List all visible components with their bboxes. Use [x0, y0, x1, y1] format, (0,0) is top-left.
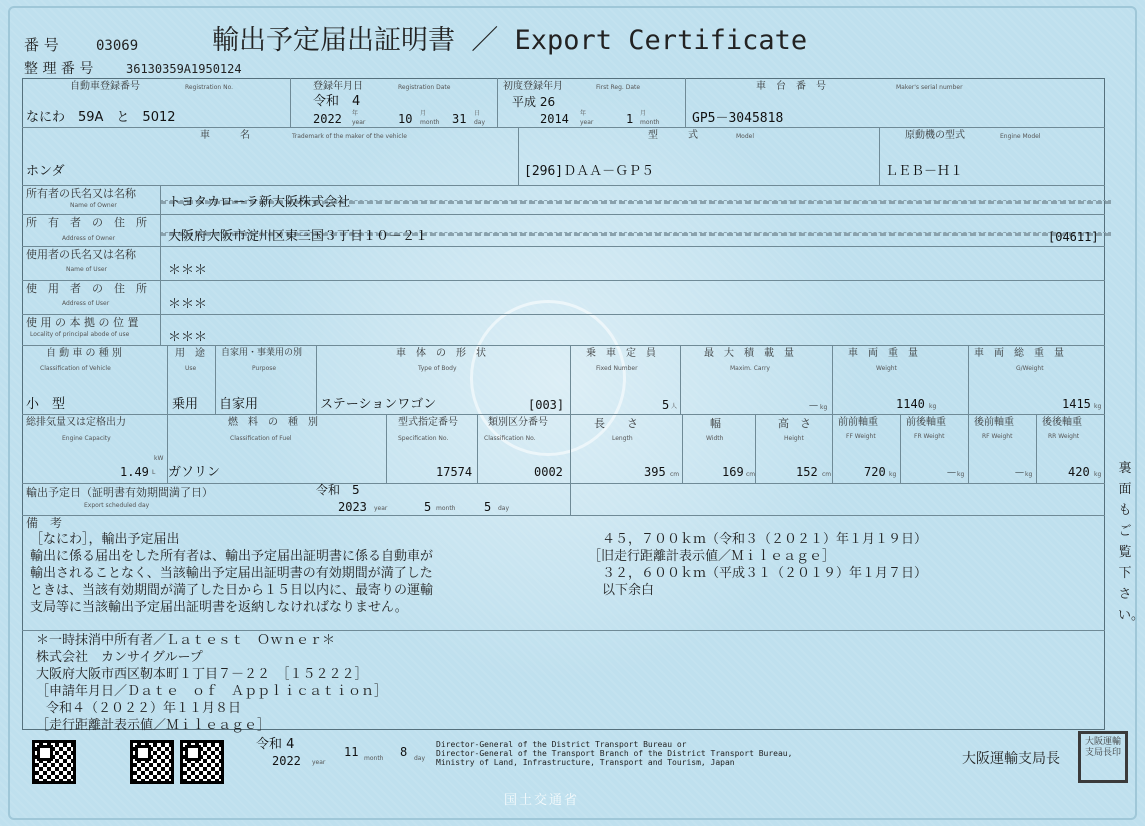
- mileage-line: ４５，７００ｋｍ（令和３（２０２１）年１月１９日）: [602, 532, 928, 547]
- fr-weight-en: FR Weight: [914, 433, 945, 440]
- fuel-type: ガソリン: [168, 465, 221, 480]
- owner-name-en: Name of Owner: [70, 202, 117, 209]
- registration-number: なにわ 59A と 5012: [26, 110, 176, 125]
- cert-number-label: 番 号: [24, 36, 59, 54]
- width-en: Width: [706, 435, 724, 442]
- weight-label: 車 両 重 量: [848, 348, 918, 359]
- capacity-label: 乗 車 定 員: [586, 348, 656, 359]
- first-reg-nen: 年: [580, 110, 587, 117]
- model-en: Model: [736, 133, 755, 140]
- first-reg-era: 平成 26: [512, 95, 556, 109]
- reg-date-day: 31: [452, 112, 467, 126]
- issue-date-month: 11: [344, 745, 359, 759]
- vehicle-use: 乗用: [172, 397, 199, 412]
- reg-date-tsuki: 月: [420, 110, 427, 117]
- rf-weight: －: [1014, 466, 1025, 479]
- latest-owner-line: ［申請年月日／Ｄａｔｅ ｏｆ Ａｐｐｌｉｃａｔｉｏｎ］: [36, 684, 388, 699]
- max-load: －: [808, 399, 819, 412]
- mgmt-number: 36130359A1950124: [126, 62, 242, 76]
- export-date-day: 5: [484, 500, 492, 514]
- fuel-label: 燃 料 の 種 別: [228, 417, 318, 428]
- use-label: 用 途: [175, 348, 205, 359]
- owner-name-label: 所有者の氏名又は名称: [26, 187, 136, 200]
- first-reg-label: 初度登録年月: [503, 81, 563, 92]
- reg-date-en: Registration Date: [398, 84, 451, 91]
- ff-weight-en: FF Weight: [846, 433, 876, 440]
- director-line: Ministry of Land, Infrastructure, Transport and Tourism, Japan: [436, 758, 735, 767]
- latest-owner-block: [36, 632, 387, 734]
- export-date-en: Export scheduled day: [84, 502, 150, 509]
- vehicle-class-label: 自 動 車 の 種 別: [46, 348, 122, 359]
- width-unit: cm: [746, 471, 756, 478]
- mgmt-number-label: 整 理 番 号: [24, 61, 94, 77]
- engine-capacity-label: 総排気量又は定格出力: [26, 417, 126, 428]
- height-en: Height: [784, 435, 804, 442]
- weight-en: Weight: [876, 365, 897, 372]
- ff-weight-unit: kg: [889, 471, 897, 478]
- reg-date-era: 令和 4: [313, 94, 361, 109]
- max-load-unit: kg: [820, 404, 828, 411]
- user-address: ＊＊＊: [168, 297, 208, 312]
- first-reg-en: First Reg. Date: [596, 84, 641, 91]
- reg-date-hi: 日: [474, 110, 481, 117]
- height-label: 高 さ: [778, 417, 811, 430]
- export-date-year: 2023: [338, 500, 367, 514]
- owner-name: トヨタカローラ新大阪株式会社: [168, 195, 351, 210]
- mileage-line: 以下余白: [602, 583, 655, 598]
- first-reg-year-unit: year: [580, 119, 594, 126]
- reg-no-en: Registration No.: [185, 84, 234, 91]
- spec-number-label: 型式指定番号: [398, 417, 458, 428]
- body-type: ステーションワゴン: [320, 397, 437, 412]
- engine-capacity-kw-unit: kW: [154, 455, 164, 462]
- qr-code-1: [32, 740, 76, 784]
- ff-weight-label: 前前軸重: [838, 417, 878, 428]
- export-date-month-unit: month: [436, 505, 456, 512]
- export-date-month: 5: [424, 500, 432, 514]
- issue-date-month-unit: month: [364, 755, 384, 762]
- reg-date-label: 登録年月日: [313, 81, 363, 92]
- owner-address: 大阪府大阪市淀川区東三国３丁目１０－２１: [168, 229, 429, 244]
- use-en: Use: [185, 365, 197, 372]
- issue-date-year: 2022: [272, 754, 301, 768]
- user-name: ＊＊＊: [168, 263, 208, 278]
- see-reverse-note: 裏面もご覧下さい。: [1118, 461, 1145, 623]
- model-label: 型 式: [648, 130, 698, 141]
- rr-weight-unit: kg: [1094, 471, 1102, 478]
- max-load-en: Maxim. Carry: [730, 365, 770, 372]
- classification-number-label: 類別区分番号: [488, 417, 548, 428]
- fr-weight-label: 前後軸重: [906, 417, 946, 428]
- vehicle-length: 395: [644, 465, 666, 479]
- first-reg-tsuki: 月: [640, 110, 647, 117]
- document-title: 輸出予定届出証明書 ／ Export Certificate: [212, 25, 808, 56]
- purpose-label: 自家用・事業用の別: [221, 348, 303, 358]
- reg-date-year-unit: year: [352, 119, 366, 126]
- fuel-en: Classification of Fuel: [230, 435, 292, 442]
- vehicle-weight-unit: kg: [929, 403, 937, 410]
- classification-number: 0002: [534, 465, 563, 479]
- body-type-code: [003]: [528, 398, 565, 412]
- seating-capacity: 5: [662, 398, 670, 412]
- principal-abode-en: Locality of principal abode of use: [30, 331, 130, 338]
- width-label: 幅: [710, 417, 721, 430]
- chassis-number: GP5－3045818: [692, 111, 784, 126]
- vehicle-width: 169: [722, 465, 744, 479]
- seating-capacity-unit: 人: [671, 403, 678, 410]
- body-type-label: 車 体 の 形 状: [396, 348, 486, 359]
- export-date-year-unit: year: [374, 505, 388, 512]
- gross-weight-unit: kg: [1094, 403, 1102, 410]
- user-name-label: 使用者の氏名又は名称: [26, 248, 136, 261]
- length-label: 長 さ: [594, 417, 638, 430]
- engine-model-label: 原動機の型式: [905, 130, 965, 141]
- classification-number-en: Classification No.: [484, 435, 536, 442]
- gross-weight-label: 車 両 総 重 量: [974, 348, 1064, 359]
- engine-capacity-l-unit: L: [152, 469, 156, 476]
- spec-number-en: Specification No.: [398, 435, 449, 442]
- cert-number: 03069: [96, 38, 139, 54]
- reg-date-month-unit: month: [420, 119, 440, 126]
- remarks-line: 輸出されることなく、当該輸出予定届出証明書の有効期間が満了した: [30, 566, 433, 581]
- first-reg-month: 1: [626, 112, 634, 126]
- first-reg-month-unit: month: [640, 119, 660, 126]
- ministry-mark: 国土交通省: [504, 793, 580, 808]
- issuing-office: 大阪運輸支局長: [962, 751, 1060, 767]
- reg-no-label: 自動車登録番号: [70, 81, 140, 92]
- remarks-label: 備 考: [26, 516, 63, 530]
- reg-date-day-unit: day: [474, 119, 486, 126]
- reg-date-month: 10: [398, 112, 413, 126]
- fr-weight: －: [946, 466, 957, 479]
- purpose-en: Purpose: [252, 365, 277, 372]
- export-date-label: 輸出予定日（証明書有効期間満了日）: [26, 486, 213, 499]
- remarks-line: 輸出に係る届出をした所有者は、輸出予定届出証明書に係る自動車が: [30, 549, 434, 564]
- fr-weight-unit: kg: [957, 471, 965, 478]
- user-address-en: Address of User: [62, 300, 110, 307]
- make-label: 車 名: [200, 130, 250, 141]
- engine-model: ＬＥＢ－Ｈ１: [885, 164, 964, 179]
- latest-owner-line: 株式会社 カンサイグループ: [36, 650, 203, 665]
- export-date-day-unit: day: [498, 505, 510, 512]
- qr-code-2: [130, 740, 174, 784]
- official-seal: 大阪運輸支局長印: [1078, 731, 1128, 783]
- rf-weight-label: 後前軸重: [974, 417, 1014, 428]
- vehicle-height: 152: [796, 465, 818, 479]
- user-name-en: Name of User: [66, 266, 107, 273]
- body-type-en: Type of Body: [418, 365, 457, 372]
- height-unit: cm: [822, 471, 832, 478]
- latest-owner-line: 大阪府大阪市西区靭本町１丁目７－２２ ［１５２２２］: [36, 667, 368, 682]
- latest-owner-line: ＊一時抹消中所有者／Ｌａｔｅｓｔ Ｏｗｎｅｒ＊: [36, 633, 336, 648]
- capacity-en: Fixed Number: [596, 365, 638, 372]
- director-line: Director-General of the Transport Branch of the District Transport Bureau,: [436, 749, 793, 758]
- issue-date-day: 8: [400, 745, 408, 759]
- vehicle-model: [296]ＤＡＡ－ＧＰ５: [524, 164, 655, 179]
- length-unit: cm: [670, 471, 680, 478]
- serial-en: Maker's serial number: [896, 84, 963, 91]
- spec-number: 17574: [436, 465, 473, 479]
- gross-weight-en: G/Weight: [1016, 365, 1044, 372]
- engine-model-en: Engine Model: [1000, 133, 1041, 140]
- vehicle-class-en: Classification of Vehicle: [40, 365, 111, 372]
- length-en: Length: [612, 435, 633, 442]
- owner-address-label: 所 有 者 の 住 所: [26, 216, 147, 229]
- vehicle-purpose: 自家用: [219, 397, 259, 412]
- reg-date-year: 2022: [313, 112, 342, 126]
- rr-weight-en: RR Weight: [1048, 433, 1080, 440]
- issue-date-day-unit: day: [414, 755, 426, 762]
- vehicle-weight: 1140: [896, 397, 925, 411]
- rr-weight: 420: [1068, 465, 1090, 479]
- remarks-left: [30, 531, 433, 616]
- latest-owner-line: ［走行距離計表示値／Ｍｉｌｅａｇｅ］: [36, 718, 271, 733]
- gross-weight: 1415: [1062, 397, 1091, 411]
- reg-date-nen: 年: [352, 110, 359, 117]
- issue-date-year-unit: year: [312, 759, 326, 766]
- serial-label: 車 台 番 号: [756, 81, 826, 92]
- max-load-label: 最 大 積 載 量: [704, 348, 794, 359]
- principal-abode: ＊＊＊: [168, 330, 208, 345]
- vehicle-make: ホンダ: [26, 164, 65, 179]
- engine-capacity: 1.49: [120, 465, 149, 479]
- director-text: [436, 740, 792, 767]
- remarks-line: ［なにわ］，輸出予定届出: [30, 532, 180, 547]
- rr-weight-label: 後後軸重: [1042, 417, 1082, 428]
- mileage-line: ［旧走行距離計表示値／Ｍｉｌｅａｇｅ］: [588, 549, 836, 564]
- vehicle-class: 小 型: [26, 397, 66, 412]
- make-en: Trademark of the maker of the vehicle: [292, 133, 407, 140]
- user-address-label: 使 用 者 の 住 所: [26, 282, 147, 295]
- rf-weight-en: RF Weight: [982, 433, 1013, 440]
- mileage-line: ３２，６００ｋｍ（平成３１（２０１９）年１月７日）: [602, 566, 928, 581]
- director-line: Director-General of the District Transport Bureau or: [436, 740, 687, 749]
- ff-weight: 720: [864, 465, 886, 479]
- issue-date-era: 令和 4: [256, 737, 295, 752]
- owner-address-en: Address of Owner: [62, 235, 116, 242]
- first-reg-year: 2014: [540, 112, 569, 126]
- remarks-right: [588, 531, 927, 599]
- qr-code-3: [180, 740, 224, 784]
- engine-capacity-en: Engine Capacity: [62, 435, 111, 442]
- rf-weight-unit: kg: [1025, 471, 1033, 478]
- owner-address-code: [04611]: [1048, 230, 1099, 244]
- latest-owner-line: 令和４（２０２２）年１１月８日: [46, 701, 242, 716]
- export-date-era: 令和 5: [316, 483, 360, 497]
- principal-abode-label: 使 用 の 本 拠 の 位 置: [26, 316, 139, 329]
- remarks-line: 支局等に当該輸出予定届出証明書を返納しなければなりません。: [30, 600, 408, 615]
- remarks-line: ときは、当該有効期間が満了した日から１５日以内に、最寄りの運輸: [30, 583, 434, 598]
